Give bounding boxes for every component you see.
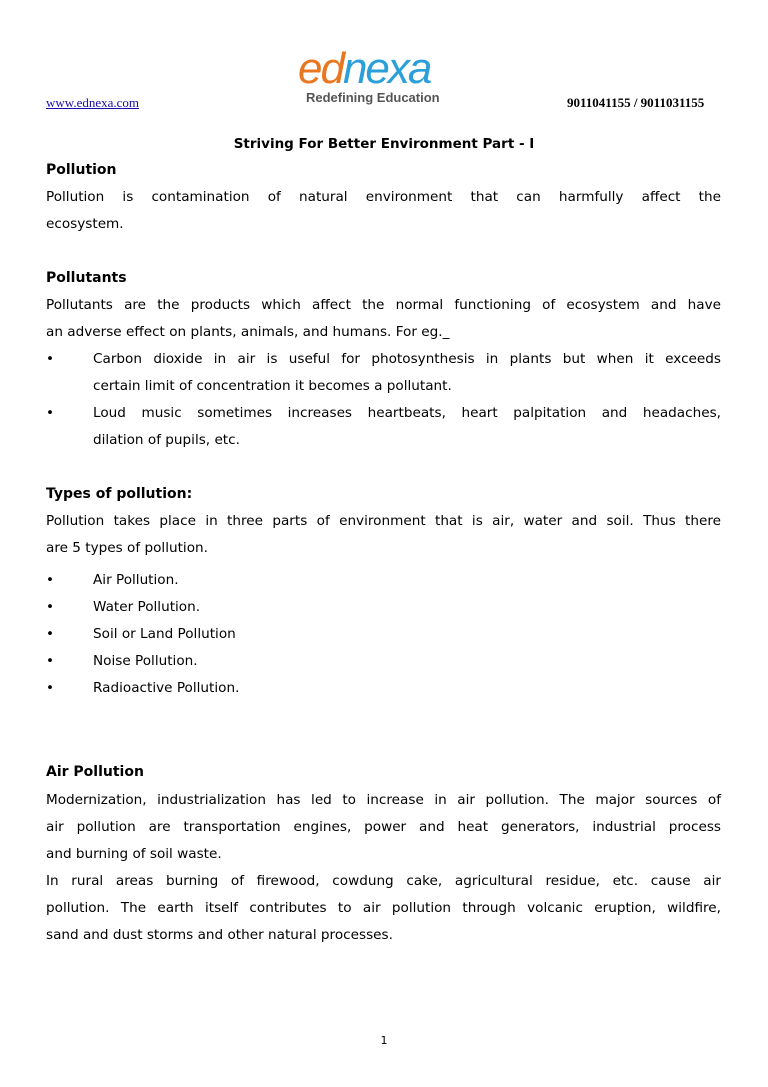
- text-line: Pollution is contamination of natural environment that can harmfully affect the: [46, 189, 721, 205]
- text-line: Modernization, industrialization has led to increase in air pollution. The major sources of: [46, 792, 721, 808]
- heading-air-pollution: Air Pollution: [46, 764, 144, 780]
- bullet-text: Loud music sometimes increases heartbeats, heart palpitation and headaches,: [93, 405, 721, 421]
- bullet-text: Water Pollution.: [93, 599, 201, 615]
- bullet-text: Soil or Land Pollution: [93, 626, 236, 642]
- document-title: Striving For Better Environment Part - I: [233, 136, 535, 152]
- logo-nexa: nexa: [342, 44, 431, 93]
- bullet-text: Radioactive Pollution.: [93, 680, 240, 696]
- logo-tagline: Redefining Education: [306, 90, 440, 105]
- text-line: sand and dust storms and other natural processes.: [46, 927, 393, 943]
- bullet-text: Carbon dioxide in air is useful for photosynthesis in plants but when it exceeds: [93, 351, 721, 367]
- page-number: 1: [380, 1034, 388, 1047]
- logo-ed: ed: [298, 44, 343, 93]
- text-line: an adverse effect on plants, animals, and humans. For eg._: [46, 324, 450, 340]
- bullet-text: certain limit of concentration it becomes a pollutant.: [93, 378, 452, 394]
- text-line: In rural areas burning of firewood, cowdung cake, agricultural residue, etc. cause air: [46, 873, 721, 889]
- bullet-icon: •: [46, 351, 55, 367]
- text-line: pollution. The earth itself contributes to air pollution through volcanic eruption, wildfire,: [46, 900, 721, 916]
- text-line: ecosystem.: [46, 216, 124, 232]
- phone-numbers: 9011041155 / 9011031155: [567, 95, 705, 110]
- bullet-icon: •: [46, 405, 55, 421]
- bullet-icon: •: [46, 599, 55, 615]
- ednexa-logo: [298, 44, 458, 110]
- bullet-icon: •: [46, 653, 55, 669]
- text-line: Pollution takes place in three parts of environment that is air, water and soil. Thus there: [46, 513, 721, 529]
- website-link[interactable]: www.ednexa.com: [46, 95, 140, 110]
- text-line: are 5 types of pollution.: [46, 540, 208, 556]
- heading-pollutants: Pollutants: [46, 270, 127, 286]
- text-line: air pollution are transportation engines, power and heat generators, industrial process: [46, 819, 721, 835]
- text-line: and burning of soil waste.: [46, 846, 222, 862]
- text-line: Pollutants are the products which affect the normal functioning of ecosystem and have: [46, 297, 721, 313]
- heading-pollution: Pollution: [46, 162, 117, 178]
- heading-types: Types of pollution:: [46, 486, 193, 502]
- bullet-text: Noise Pollution.: [93, 653, 198, 669]
- bullet-icon: •: [46, 626, 55, 642]
- bullet-icon: •: [46, 680, 55, 696]
- bullet-icon: •: [46, 572, 55, 588]
- bullet-text: dilation of pupils, etc.: [93, 432, 240, 448]
- bullet-text: Air Pollution.: [93, 572, 179, 588]
